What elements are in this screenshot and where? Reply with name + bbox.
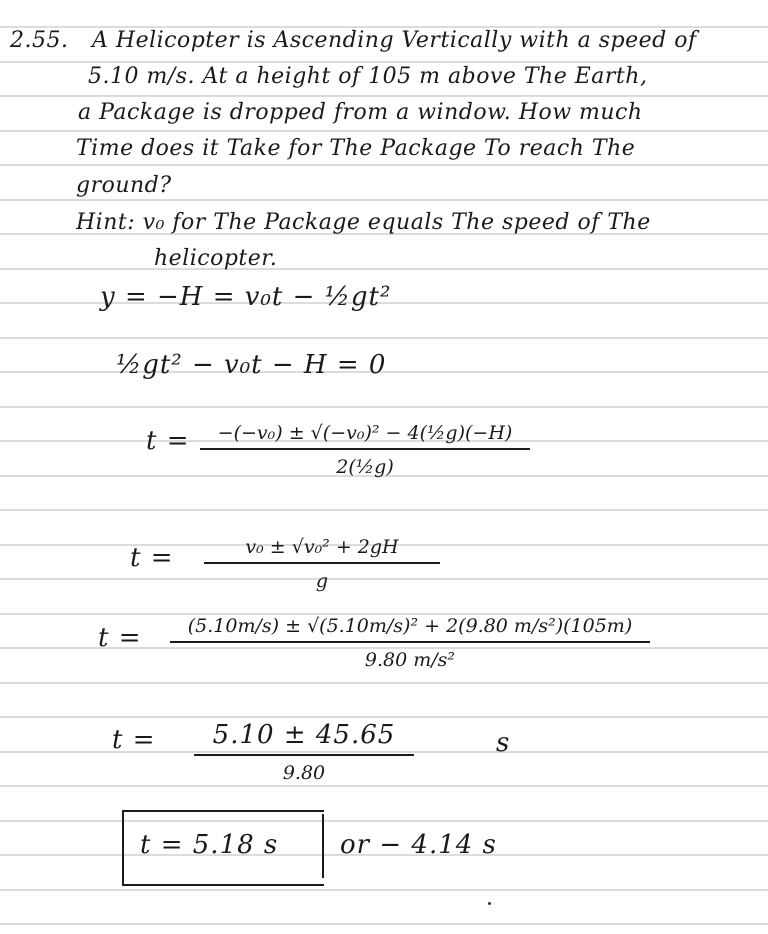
equation-6-fraction <box>194 720 414 784</box>
fraction-bar <box>194 754 414 756</box>
equation-2: ½gt² − v₀t − H = 0 <box>116 350 387 380</box>
answer-divider <box>322 814 324 878</box>
equation-3-denominator: 2(½g) <box>336 456 394 478</box>
equation-3-fraction <box>200 422 530 478</box>
fraction-bar <box>204 562 440 564</box>
equation-5-fraction <box>170 615 650 671</box>
equation-5-lhs: t = <box>98 623 142 653</box>
problem-line-5: ground? <box>76 173 172 198</box>
equation-6-unit: s <box>496 728 511 758</box>
equation-5-denominator: 9.80 m/s² <box>364 649 456 671</box>
hint-line-1: Hint: v₀ for The Package equals The speed of The <box>76 210 651 235</box>
problem-number: 2.55. <box>10 28 69 53</box>
hint-line-2: helicopter. <box>154 246 278 271</box>
stray-mark <box>488 902 491 905</box>
equation-6-numerator: 5.10 ± 45.65 <box>212 720 396 750</box>
fraction-bar <box>200 448 530 450</box>
problem-line-2: 5.10 m/s. At a height of 105 m above The Earth, <box>88 64 648 89</box>
equation-4-fraction <box>204 536 440 592</box>
equation-5-numerator: (5.10m/s) ± √(5.10m/s)² + 2(9.80 m/s²)(105m) <box>187 615 633 637</box>
equation-4-lhs: t = <box>130 543 174 573</box>
equation-1: y = −H = v₀t − ½gt² <box>100 282 392 312</box>
problem-line-1: A Helicopter is Ascending Vertically with a speed of <box>92 28 697 53</box>
equation-6-lhs: t = <box>112 725 156 755</box>
problem-line-3: a Package is dropped from a window. How much <box>78 100 643 125</box>
alternate-answer: or − 4.14 s <box>340 830 497 860</box>
problem-line-4: Time does it Take for The Package To reach The <box>76 136 636 161</box>
final-answer: t = 5.18 s <box>140 830 279 860</box>
equation-3-lhs: t = <box>146 426 190 456</box>
equation-3-numerator: −(−v₀) ± √(−v₀)² − 4(½g)(−H) <box>217 422 513 444</box>
equation-4-denominator: g <box>315 570 329 592</box>
fraction-bar <box>170 641 650 643</box>
equation-6-denominator: 9.80 <box>282 762 326 784</box>
equation-4-numerator: v₀ ± √v₀² + 2gH <box>245 536 399 558</box>
